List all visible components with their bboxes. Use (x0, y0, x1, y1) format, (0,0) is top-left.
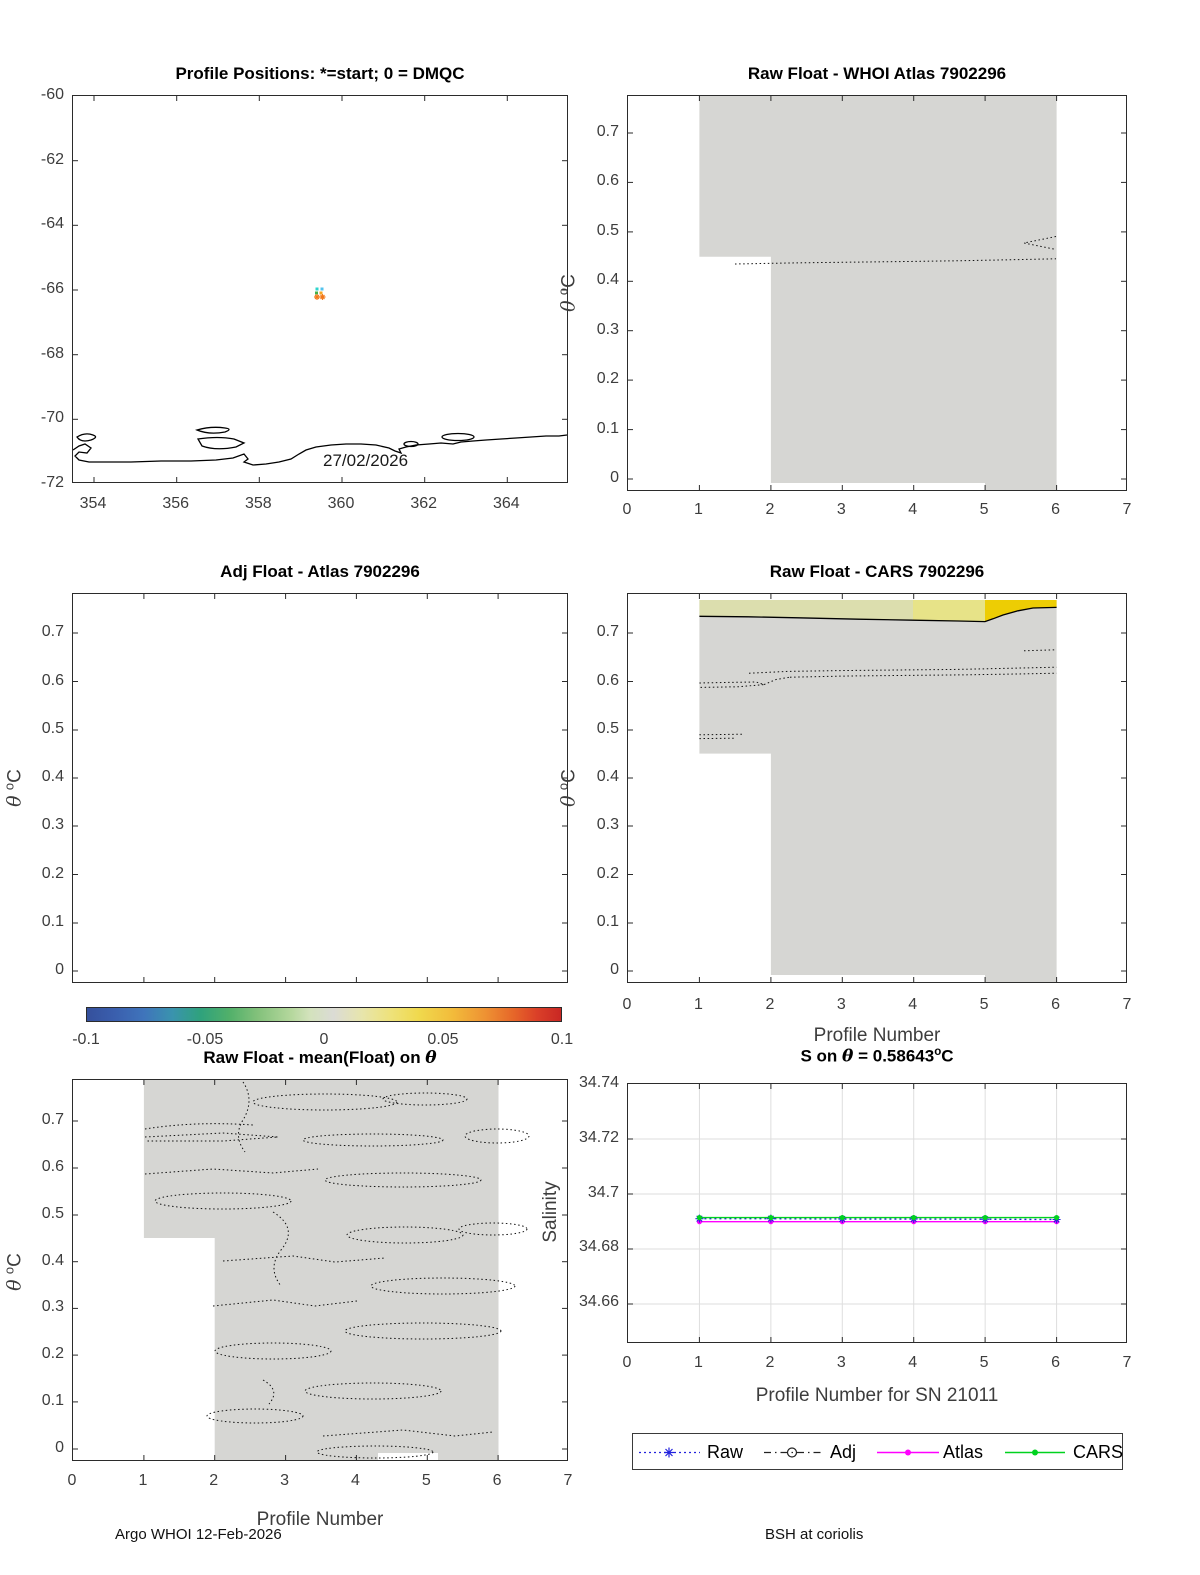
mean-y-tick: 0.7 (41, 1111, 64, 1128)
cars-x-tick: 3 (836, 996, 846, 1013)
mean-x-tick: 2 (209, 1472, 219, 1489)
map-title: Profile Positions: *=start; 0 = DMQC (175, 64, 465, 83)
cars-y-tick: 0.7 (596, 623, 619, 640)
whoi-x-tick: 7 (1122, 501, 1132, 518)
coastline (73, 427, 567, 465)
sal-y-tick: 34.72 (578, 1129, 619, 1146)
series-marker-cars (1054, 1215, 1059, 1220)
colorbar-tick: -0.05 (186, 1031, 224, 1048)
whoi-x-tick: 2 (765, 501, 775, 518)
map-y-tick: -70 (40, 409, 64, 427)
tick-marks (628, 1084, 1126, 1342)
data-series (695, 1215, 1060, 1225)
cars-y-tick: 0.3 (596, 816, 619, 833)
whoi-y-tick: 0.7 (596, 123, 619, 140)
whoi-y-tick: 0.4 (596, 271, 619, 289)
cars-x-tick: 6 (1051, 996, 1061, 1013)
map-y-tick: -72 (40, 474, 64, 491)
map-x-tick: 360 (327, 495, 355, 512)
data-region (699, 96, 1056, 490)
series-line-raw (699, 1219, 1056, 1220)
float-track-markers (314, 288, 326, 301)
adj-graphics (73, 594, 567, 982)
legend-label-raw: Raw (707, 1442, 744, 1462)
whoi-y-tick: 0.5 (596, 221, 619, 239)
cars-xlabel: Profile Number (813, 1025, 941, 1046)
legend-label-adj: Adj (830, 1442, 857, 1462)
colorbar (86, 1007, 562, 1022)
adj-y-tick: 0.7 (41, 623, 64, 640)
whoi-y-tick: 0.2 (596, 370, 619, 388)
whoi-graphics (628, 96, 1126, 490)
whoi-x-tick: 3 (836, 501, 846, 518)
mean-x-tick: 6 (492, 1472, 502, 1489)
sal-y-tick: 34.7 (587, 1184, 619, 1201)
cars-title: Raw Float - CARS 7902296 (769, 562, 985, 581)
mean-y-tick: 0.2 (41, 1345, 64, 1363)
map-graphics (73, 96, 567, 482)
map-y-tick: -60 (40, 86, 64, 103)
tick-marks (73, 594, 567, 982)
date-annotation: 27/02/2026 (323, 451, 409, 470)
whoi-title: Raw Float - WHOI Atlas 7902296 (747, 64, 1007, 83)
map-y-tick: -62 (40, 150, 64, 168)
mean-xlabel: Profile Number (256, 1509, 384, 1530)
sal-x-tick: 7 (1122, 1354, 1132, 1371)
salinity-ylabel: Salinity (540, 1181, 561, 1243)
mean-x-tick: 3 (280, 1472, 290, 1489)
adj-y-tick: 0.1 (41, 913, 64, 930)
whoi-x-tick: 5 (979, 501, 989, 518)
mean-ylabel: θ $^o$C (1, 1253, 26, 1291)
adj-y-tick: 0.2 (41, 864, 64, 882)
sal-x-tick: 5 (979, 1354, 989, 1371)
mean-y-tick: 0.5 (41, 1205, 64, 1222)
cars-y-tick: 0.4 (596, 768, 619, 785)
series-marker-cars (983, 1215, 988, 1220)
adj-y-tick: 0 (55, 961, 64, 978)
legend (632, 1433, 1123, 1470)
raw-whoi-atlas-plot (627, 95, 1127, 491)
tick-marks (73, 96, 567, 482)
raw-cars-plot (627, 593, 1127, 983)
map-x-tick: 362 (410, 495, 438, 512)
salinity-graphics (628, 1084, 1126, 1342)
cars-x-tick: 7 (1122, 996, 1132, 1013)
map-x-tick: 354 (79, 495, 107, 512)
mean-y-tick: 0.6 (41, 1158, 64, 1175)
mean-x-tick: 4 (350, 1472, 360, 1489)
cars-x-tick: 1 (693, 996, 703, 1013)
adj-y-tick: 0.6 (41, 671, 64, 689)
series-marker-cars (697, 1215, 702, 1220)
whoi-y-tick: 0.6 (596, 172, 619, 190)
series-marker-cars (840, 1215, 845, 1220)
map-y-tick: -64 (40, 215, 64, 233)
map-x-tick: 356 (162, 495, 190, 512)
cars-x-tick: 2 (765, 996, 775, 1013)
colorbar-tick: 0 (319, 1031, 329, 1048)
sal-y-tick: 34.68 (578, 1238, 619, 1255)
sal-x-tick: 4 (908, 1354, 918, 1371)
footer-left: Argo WHOI 12-Feb-2026 (115, 1526, 282, 1543)
adj-y-tick: 0.3 (41, 816, 64, 833)
whoi-y-tick: 0 (610, 469, 619, 486)
adj-title: Adj Float - Atlas 7902296 (220, 562, 420, 581)
legend-atlas-marker (905, 1450, 911, 1456)
legend-label-atlas: Atlas (943, 1442, 984, 1462)
gridlines (628, 1084, 1126, 1342)
whoi-y-tick: 0.1 (596, 419, 619, 437)
legend-cars-marker (1032, 1450, 1038, 1456)
mean-y-tick: 0 (55, 1439, 64, 1456)
mean-title: Raw Float - mean(Float) on θ (203, 1048, 437, 1068)
colorbar-tick: -0.1 (72, 1031, 100, 1048)
colorbar-tick: 0.05 (427, 1031, 459, 1048)
series-marker-cars (911, 1215, 916, 1220)
map-x-tick: 358 (244, 495, 272, 512)
whoi-ylabel: θ $^o$C (555, 274, 580, 312)
mean-graphics (73, 1080, 567, 1460)
series-marker-cars (768, 1215, 773, 1220)
profile-positions-plot (72, 95, 568, 483)
adj-y-tick: 0.5 (41, 720, 64, 737)
whoi-x-tick: 1 (693, 501, 703, 518)
sal-y-tick: 34.66 (578, 1293, 619, 1310)
mean-x-tick: 7 (563, 1472, 573, 1489)
salinity-title: S on $\theta = 0.58643^oC$ (800, 1046, 954, 1067)
whoi-x-tick: 6 (1051, 501, 1061, 518)
sal-x-tick: 3 (836, 1354, 846, 1371)
cars-x-tick: 0 (622, 996, 632, 1013)
cars-y-tick: 0.5 (596, 720, 619, 737)
mean-x-tick: 5 (421, 1472, 431, 1489)
colorbar-tick: 0.1 (550, 1031, 574, 1048)
cars-x-tick: 5 (979, 996, 989, 1013)
cars-y-tick: 0 (610, 961, 619, 978)
adj-atlas-plot (72, 593, 568, 983)
legend-label-cars: CARS (1073, 1442, 1124, 1462)
map-x-tick: 364 (492, 495, 520, 512)
cars-y-tick: 0.6 (596, 671, 619, 689)
data-region (144, 1080, 499, 1460)
map-y-tick: -66 (40, 280, 64, 297)
whoi-x-tick: 4 (908, 501, 918, 518)
data-region (699, 600, 1056, 982)
mean-y-tick: 0.1 (41, 1391, 64, 1409)
adj-y-tick: 0.4 (41, 768, 64, 785)
cars-y-tick: 0.1 (596, 913, 619, 930)
sal-x-tick: 6 (1051, 1354, 1061, 1371)
whoi-y-tick: 0.3 (596, 320, 619, 338)
cars-y-tick: 0.2 (596, 864, 619, 882)
footer-right: BSH at coriolis (765, 1526, 864, 1543)
sal-x-tick: 1 (693, 1354, 703, 1371)
sal-y-tick: 34.74 (578, 1074, 619, 1091)
legend-raw-marker (664, 1448, 674, 1458)
mean-x-tick: 1 (138, 1472, 148, 1489)
sal-x-tick: 2 (765, 1354, 775, 1371)
map-y-tick: -68 (40, 344, 64, 362)
raw-mean-plot (72, 1079, 568, 1461)
mean-x-tick: 0 (67, 1472, 77, 1489)
sal-x-tick: 0 (622, 1354, 632, 1371)
cars-ylabel: θ $^o$C (555, 769, 580, 807)
salinity-plot (627, 1083, 1127, 1343)
mean-y-tick: 0.3 (41, 1298, 64, 1316)
cars-graphics (628, 594, 1126, 982)
salinity-xlabel: Profile Number for SN 21011 (755, 1385, 999, 1406)
adj-ylabel: θ $^o$C (1, 769, 26, 807)
cars-x-tick: 4 (908, 996, 918, 1013)
whoi-x-tick: 0 (622, 501, 632, 518)
mean-y-tick: 0.4 (41, 1251, 64, 1269)
